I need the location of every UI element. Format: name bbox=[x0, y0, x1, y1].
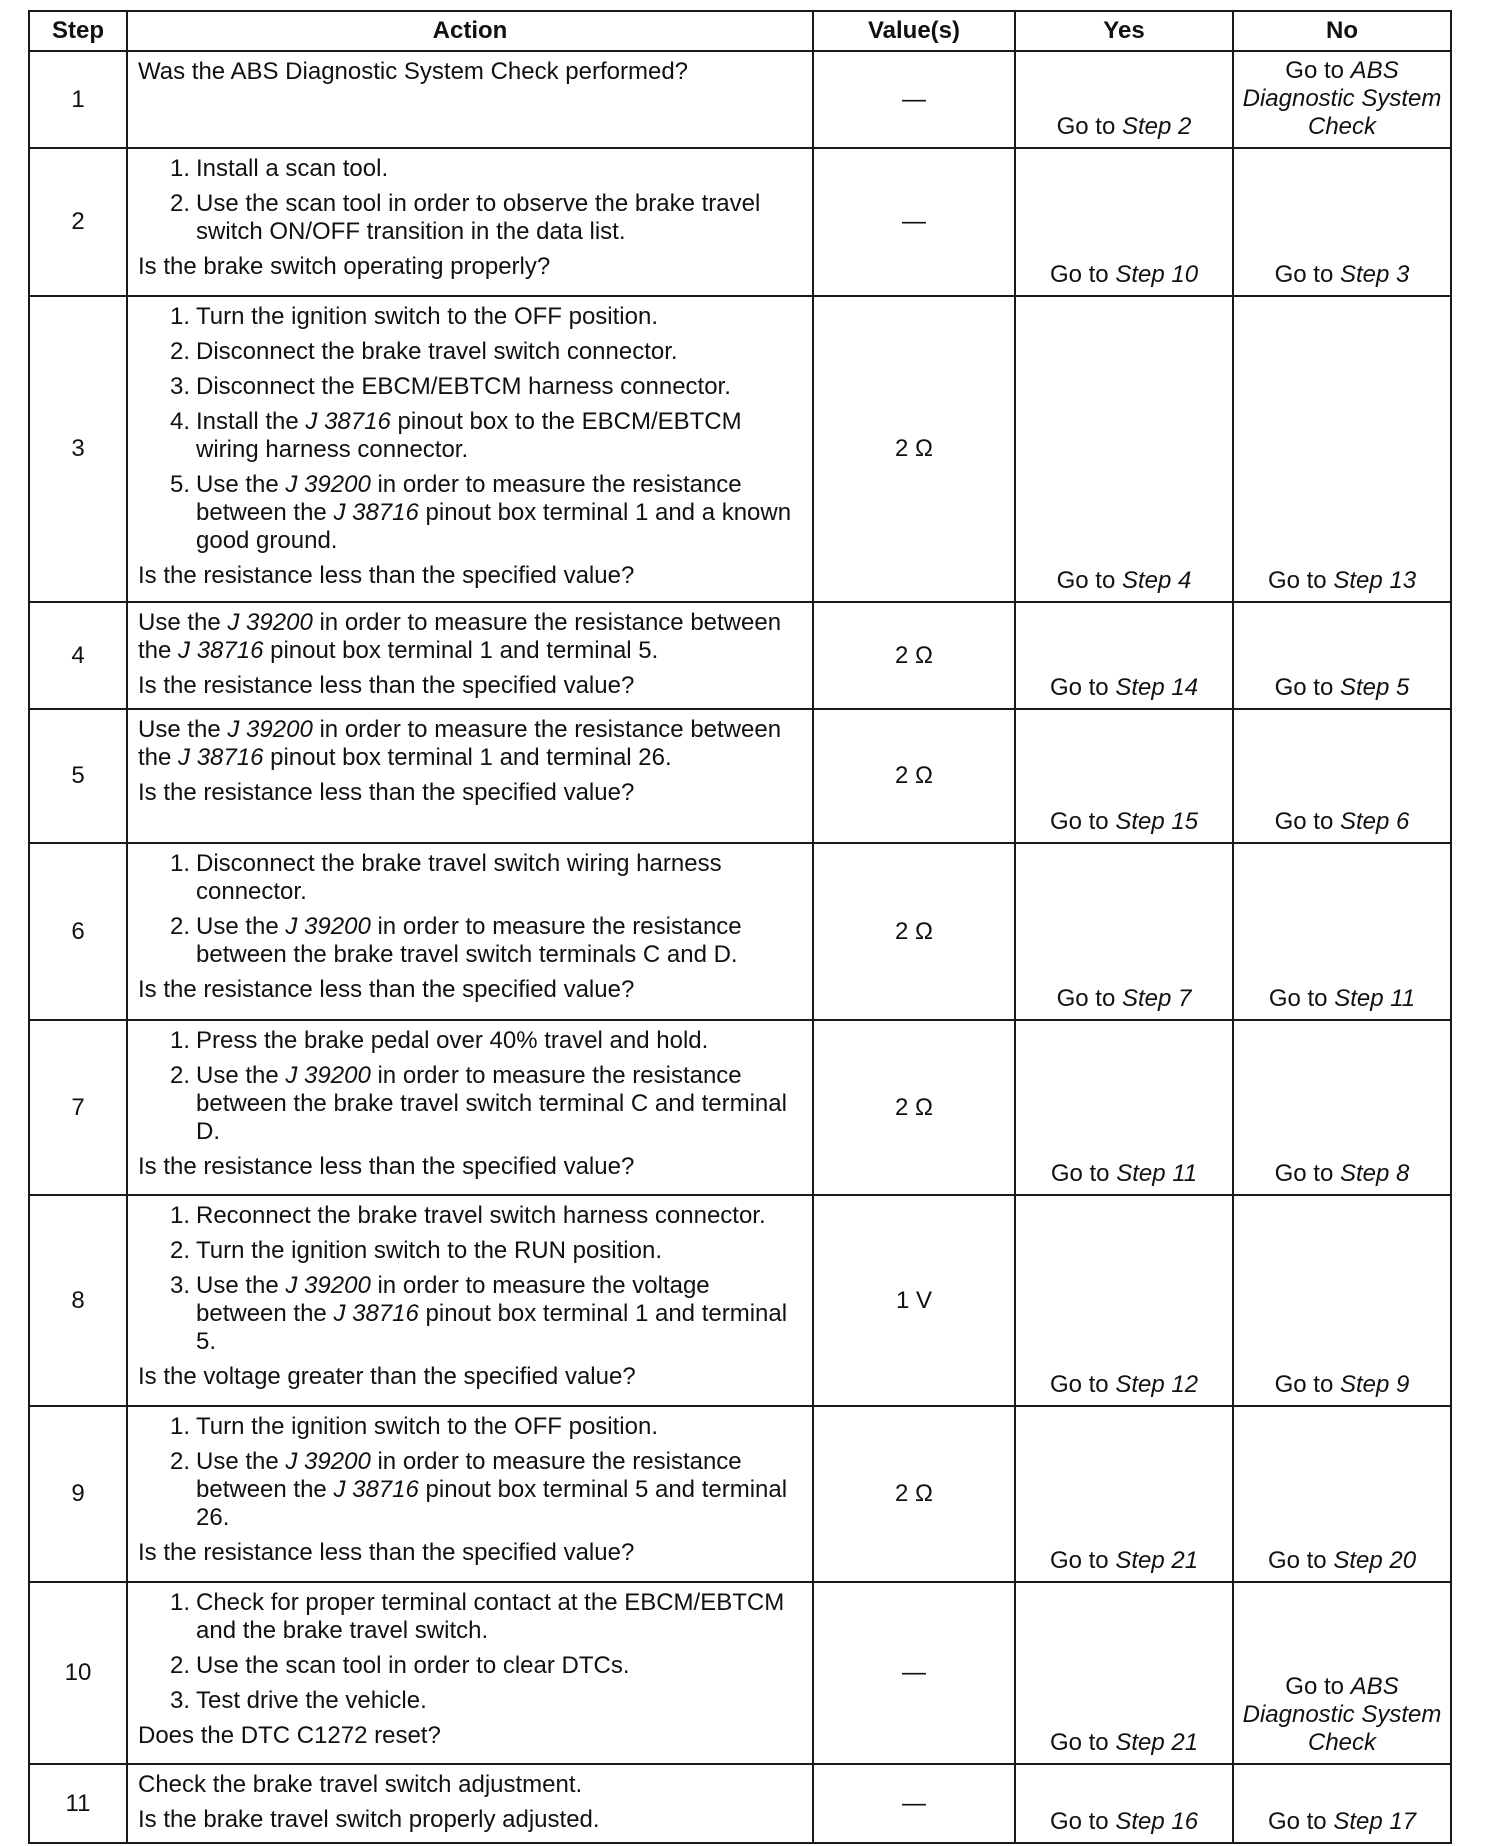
table-row bbox=[29, 1195, 1451, 1406]
action-intro-text: J 39200 bbox=[227, 716, 313, 743]
step-number: 1 bbox=[29, 51, 127, 148]
no-goto-text: Step 20 bbox=[1333, 1547, 1417, 1574]
yes-goto-text: Step 4 bbox=[1121, 567, 1192, 594]
action-step-text: in order to measure the resistance between the brake travel switch terminals C and D. bbox=[196, 913, 742, 968]
table-row bbox=[29, 1020, 1451, 1195]
step-number: 2 bbox=[29, 148, 127, 296]
yes-goto-text: Go to bbox=[1049, 1729, 1116, 1756]
step-number: 11 bbox=[29, 1764, 127, 1843]
yes-cell bbox=[1015, 843, 1233, 1020]
action-step-number: 3. bbox=[169, 1272, 190, 1299]
value-cell: 2 Ω bbox=[813, 296, 1015, 602]
action-step-number: 2. bbox=[169, 1652, 190, 1679]
action-cell bbox=[127, 51, 813, 148]
action-step-item bbox=[138, 1413, 804, 1441]
action-step-number: 1. bbox=[169, 155, 190, 182]
action-cell bbox=[127, 148, 813, 296]
value-cell: — bbox=[813, 1764, 1015, 1843]
action-step-text: Reconnect the brake travel switch harness connector. bbox=[196, 1202, 766, 1229]
action-step-number: 5. bbox=[169, 471, 190, 498]
yes-cell bbox=[1015, 1582, 1233, 1764]
action-question: Is the resistance less than the specified value? bbox=[138, 779, 635, 806]
action-step-text: Install the bbox=[196, 408, 306, 435]
action-intro-text: Use the bbox=[138, 716, 228, 743]
table-body bbox=[29, 51, 1451, 1843]
action-cell bbox=[127, 843, 813, 1020]
no-goto-text: Go to bbox=[1267, 567, 1334, 594]
action-steps-list bbox=[138, 1027, 804, 1146]
yes-cell bbox=[1015, 1764, 1233, 1843]
value-cell: 2 Ω bbox=[813, 1406, 1015, 1582]
action-step-number: 1. bbox=[169, 1589, 190, 1616]
action-step-text: Turn the ignition switch to the RUN position. bbox=[196, 1237, 662, 1264]
yes-goto-text: Go to bbox=[1056, 985, 1122, 1012]
no-goto-text: Go to bbox=[1274, 808, 1340, 835]
action-step-number: 2. bbox=[169, 1062, 190, 1089]
no-goto-text: Step 17 bbox=[1333, 1808, 1417, 1835]
action-steps-list bbox=[138, 1413, 804, 1532]
no-goto-text: Step 9 bbox=[1339, 1371, 1410, 1398]
action-step-number: 4. bbox=[169, 408, 190, 435]
value-cell: 2 Ω bbox=[813, 843, 1015, 1020]
diagnostic-table bbox=[28, 10, 1452, 1844]
step-number: 10 bbox=[29, 1582, 127, 1764]
action-question: Does the DTC C1272 reset? bbox=[138, 1722, 441, 1749]
action-step-text: J 39200 bbox=[285, 471, 371, 498]
no-goto-text: Go to bbox=[1274, 1371, 1340, 1398]
step-number: 7 bbox=[29, 1020, 127, 1195]
action-step-text: Press the brake pedal over 40% travel and hold. bbox=[196, 1027, 709, 1054]
no-goto-text: Step 6 bbox=[1339, 808, 1410, 835]
action-question: Is the resistance less than the specified value? bbox=[138, 562, 635, 589]
action-cell bbox=[127, 602, 813, 709]
header-yes: Yes bbox=[1015, 11, 1233, 51]
action-step-item bbox=[138, 913, 804, 969]
action-step-item bbox=[138, 471, 804, 555]
no-goto-text: Go to bbox=[1267, 1547, 1334, 1574]
yes-goto-text: Go to bbox=[1049, 808, 1116, 835]
table-row bbox=[29, 1764, 1451, 1843]
no-goto-text: Step 5 bbox=[1339, 674, 1410, 701]
action-step-item bbox=[138, 1448, 804, 1532]
action-step-item bbox=[138, 155, 804, 183]
yes-goto-text: Step 10 bbox=[1115, 261, 1199, 288]
action-step-text: J 39200 bbox=[285, 1062, 371, 1089]
action-intro-text: pinout box terminal 1 and terminal 26. bbox=[263, 744, 672, 771]
action-step-item bbox=[138, 1237, 804, 1265]
action-steps-list bbox=[138, 1589, 804, 1715]
action-step-text: Disconnect the brake travel switch wiring harness connector. bbox=[196, 850, 722, 905]
step-number: 5 bbox=[29, 709, 127, 843]
action-cell bbox=[127, 1406, 813, 1582]
no-cell bbox=[1233, 1582, 1451, 1764]
action-intro-text: pinout box terminal 1 and terminal 5. bbox=[263, 637, 659, 664]
no-cell bbox=[1233, 148, 1451, 296]
yes-goto-text: Go to bbox=[1056, 567, 1122, 594]
header-values: Value(s) bbox=[813, 11, 1015, 51]
no-goto-text: Step 3 bbox=[1339, 261, 1410, 288]
no-cell bbox=[1233, 51, 1451, 148]
action-intro-text: in order to measure the resistance between the bbox=[138, 716, 782, 771]
table-row bbox=[29, 1406, 1451, 1582]
yes-cell bbox=[1015, 148, 1233, 296]
action-step-number: 1. bbox=[169, 850, 190, 877]
yes-cell bbox=[1015, 296, 1233, 602]
action-step-number: 3. bbox=[169, 373, 190, 400]
value-cell: 2 Ω bbox=[813, 1020, 1015, 1195]
action-question: Is the brake travel switch properly adjusted. bbox=[138, 1806, 600, 1833]
action-intro: Was the ABS Diagnostic System Check performed? bbox=[138, 58, 689, 85]
yes-goto-text: Step 2 bbox=[1121, 113, 1192, 140]
action-step-number: 2. bbox=[169, 1448, 190, 1475]
action-question: Is the resistance less than the specified value? bbox=[138, 976, 635, 1003]
action-cell bbox=[127, 1582, 813, 1764]
action-step-text: Test drive the vehicle. bbox=[196, 1687, 427, 1714]
action-cell bbox=[127, 296, 813, 602]
action-step-number: 3. bbox=[169, 1687, 190, 1714]
yes-goto-text: Step 16 bbox=[1115, 1808, 1199, 1835]
no-cell bbox=[1233, 1406, 1451, 1582]
table-row bbox=[29, 602, 1451, 709]
action-question: Is the resistance less than the specified value? bbox=[138, 1539, 635, 1566]
action-steps-list bbox=[138, 155, 804, 246]
value-cell: — bbox=[813, 51, 1015, 148]
action-step-text: Disconnect the brake travel switch connector. bbox=[196, 338, 678, 365]
table-row bbox=[29, 843, 1451, 1020]
step-number: 3 bbox=[29, 296, 127, 602]
yes-goto-text: Go to bbox=[1050, 1160, 1117, 1187]
action-intro bbox=[138, 609, 804, 665]
action-step-item bbox=[138, 408, 804, 464]
no-cell bbox=[1233, 602, 1451, 709]
no-goto-text: Step 13 bbox=[1333, 567, 1417, 594]
action-step-text: pinout box to the EBCM/EBTCM wiring harness connector. bbox=[196, 408, 742, 463]
action-question: Is the voltage greater than the specified value? bbox=[138, 1363, 636, 1390]
no-cell bbox=[1233, 296, 1451, 602]
action-step-text: pinout box terminal 1 and terminal 5. bbox=[196, 1300, 788, 1355]
value-cell: 2 Ω bbox=[813, 709, 1015, 843]
yes-goto-text: Step 7 bbox=[1121, 985, 1192, 1012]
no-goto-text: Step 8 bbox=[1339, 1160, 1410, 1187]
no-goto-text: Go to bbox=[1274, 674, 1340, 701]
action-step-number: 1. bbox=[169, 303, 190, 330]
action-steps-list bbox=[138, 1202, 804, 1356]
yes-goto-text: Step 11 bbox=[1116, 1160, 1198, 1187]
action-step-item bbox=[138, 338, 804, 366]
action-step-text: Use the scan tool in order to observe the brake travel switch ON/OFF transition in the data list. bbox=[196, 190, 761, 245]
table-row bbox=[29, 51, 1451, 148]
action-step-text: in order to measure the resistance between the bbox=[196, 471, 742, 526]
no-cell bbox=[1233, 1195, 1451, 1406]
action-step-text: Use the bbox=[196, 1062, 286, 1089]
action-step-text: Turn the ignition switch to the OFF position. bbox=[196, 303, 658, 330]
action-step-text: pinout box terminal 5 and terminal 26. bbox=[196, 1476, 788, 1531]
action-step-number: 2. bbox=[169, 1237, 190, 1264]
action-step-text: J 38716 bbox=[305, 408, 391, 435]
action-intro-text: J 38716 bbox=[178, 637, 264, 664]
action-step-item bbox=[138, 1589, 804, 1645]
action-step-item bbox=[138, 1062, 804, 1146]
action-step-item bbox=[138, 1687, 804, 1715]
action-step-text: Use the bbox=[196, 471, 286, 498]
no-cell bbox=[1233, 843, 1451, 1020]
action-intro: Check the brake travel switch adjustment. bbox=[138, 1771, 583, 1798]
action-cell bbox=[127, 1020, 813, 1195]
yes-goto-text: Go to bbox=[1049, 1371, 1116, 1398]
value-cell: — bbox=[813, 148, 1015, 296]
yes-cell bbox=[1015, 1020, 1233, 1195]
action-step-item bbox=[138, 1652, 804, 1680]
header-action: Action bbox=[127, 11, 813, 51]
yes-goto-text: Step 21 bbox=[1115, 1547, 1199, 1574]
yes-goto-text: Step 21 bbox=[1115, 1729, 1199, 1756]
yes-cell bbox=[1015, 1195, 1233, 1406]
yes-goto-text: Step 12 bbox=[1115, 1371, 1199, 1398]
no-cell bbox=[1233, 709, 1451, 843]
no-cell bbox=[1233, 1764, 1451, 1843]
table-row bbox=[29, 709, 1451, 843]
yes-goto-text: Go to bbox=[1049, 1808, 1116, 1835]
no-cell bbox=[1233, 1020, 1451, 1195]
action-step-text: Use the bbox=[196, 913, 286, 940]
no-goto-text: Step 11 bbox=[1334, 985, 1416, 1012]
no-goto-text: Go to bbox=[1274, 1160, 1340, 1187]
action-step-item bbox=[138, 190, 804, 246]
yes-goto-text: Step 15 bbox=[1115, 808, 1199, 835]
yes-goto-text: Go to bbox=[1049, 674, 1116, 701]
action-steps-list bbox=[138, 850, 804, 969]
yes-goto-text: Step 14 bbox=[1115, 674, 1199, 701]
value-cell: 1 V bbox=[813, 1195, 1015, 1406]
action-step-text: Install a scan tool. bbox=[196, 155, 389, 182]
action-step-number: 1. bbox=[169, 1027, 190, 1054]
action-step-text: in order to measure the resistance between the bbox=[196, 1448, 742, 1503]
table-row bbox=[29, 296, 1451, 602]
action-step-number: 1. bbox=[169, 1202, 190, 1229]
action-step-item bbox=[138, 1202, 804, 1230]
action-step-text: J 39200 bbox=[285, 913, 371, 940]
table-row bbox=[29, 148, 1451, 296]
action-cell bbox=[127, 709, 813, 843]
action-step-text: pinout box terminal 1 and a known good ground. bbox=[196, 499, 792, 554]
action-step-text: Turn the ignition switch to the OFF position. bbox=[196, 1413, 658, 1440]
action-intro-text: Use the bbox=[138, 609, 228, 636]
action-step-text: J 38716 bbox=[333, 499, 419, 526]
header-row bbox=[29, 11, 1451, 51]
action-step-text: J 39200 bbox=[285, 1448, 371, 1475]
action-cell bbox=[127, 1764, 813, 1843]
no-goto-text: Go to bbox=[1285, 1673, 1351, 1700]
value-cell: — bbox=[813, 1582, 1015, 1764]
action-step-item bbox=[138, 373, 804, 401]
yes-goto-text: Go to bbox=[1049, 261, 1116, 288]
action-intro-text: J 39200 bbox=[227, 609, 313, 636]
action-intro-text: J 38716 bbox=[178, 744, 264, 771]
action-step-text: Use the bbox=[196, 1448, 286, 1475]
action-step-text: J 38716 bbox=[333, 1476, 419, 1503]
yes-cell bbox=[1015, 602, 1233, 709]
no-goto-text: Go to bbox=[1268, 985, 1335, 1012]
no-goto-text: ABS Diagnostic System Check bbox=[1242, 57, 1442, 140]
action-step-number: 2. bbox=[169, 913, 190, 940]
no-goto-text: Go to bbox=[1267, 1808, 1334, 1835]
action-question: Is the resistance less than the specified value? bbox=[138, 1153, 635, 1180]
action-step-item bbox=[138, 1272, 804, 1356]
action-step-item bbox=[138, 303, 804, 331]
action-step-text: Use the bbox=[196, 1272, 286, 1299]
action-step-number: 2. bbox=[169, 190, 190, 217]
no-goto-text: Go to bbox=[1274, 261, 1340, 288]
no-goto-text: ABS Diagnostic System Check bbox=[1242, 1673, 1442, 1756]
yes-cell bbox=[1015, 709, 1233, 843]
action-step-number: 2. bbox=[169, 338, 190, 365]
action-step-text: J 39200 bbox=[285, 1272, 371, 1299]
action-step-text: J 38716 bbox=[333, 1300, 419, 1327]
action-cell bbox=[127, 1195, 813, 1406]
value-cell: 2 Ω bbox=[813, 602, 1015, 709]
action-step-text: Use the scan tool in order to clear DTCs. bbox=[196, 1652, 630, 1679]
action-step-text: Disconnect the EBCM/EBTCM harness connector. bbox=[196, 373, 731, 400]
no-goto-text: Go to bbox=[1285, 57, 1351, 84]
action-intro bbox=[138, 716, 804, 772]
yes-cell bbox=[1015, 1406, 1233, 1582]
action-step-text: in order to measure the voltage between the bbox=[196, 1272, 710, 1327]
header-no: No bbox=[1233, 11, 1451, 51]
action-step-text: in order to measure the resistance between the brake travel switch terminal C and terminal D. bbox=[196, 1062, 787, 1145]
action-question: Is the brake switch operating properly? bbox=[138, 253, 551, 280]
action-step-number: 1. bbox=[169, 1413, 190, 1440]
step-number: 6 bbox=[29, 843, 127, 1020]
step-number: 4 bbox=[29, 602, 127, 709]
header-step: Step bbox=[29, 11, 127, 51]
action-steps-list bbox=[138, 303, 804, 555]
step-number: 8 bbox=[29, 1195, 127, 1406]
action-step-item bbox=[138, 1027, 804, 1055]
yes-goto-text: Go to bbox=[1056, 113, 1122, 140]
action-step-item bbox=[138, 850, 804, 906]
step-number: 9 bbox=[29, 1406, 127, 1582]
action-intro-text: in order to measure the resistance between the bbox=[138, 609, 782, 664]
action-question: Is the resistance less than the specified value? bbox=[138, 672, 635, 699]
table-row bbox=[29, 1582, 1451, 1764]
action-step-text: Check for proper terminal contact at the EBCM/EBTCM and the brake travel switch. bbox=[196, 1589, 785, 1644]
yes-cell bbox=[1015, 51, 1233, 148]
yes-goto-text: Go to bbox=[1049, 1547, 1116, 1574]
